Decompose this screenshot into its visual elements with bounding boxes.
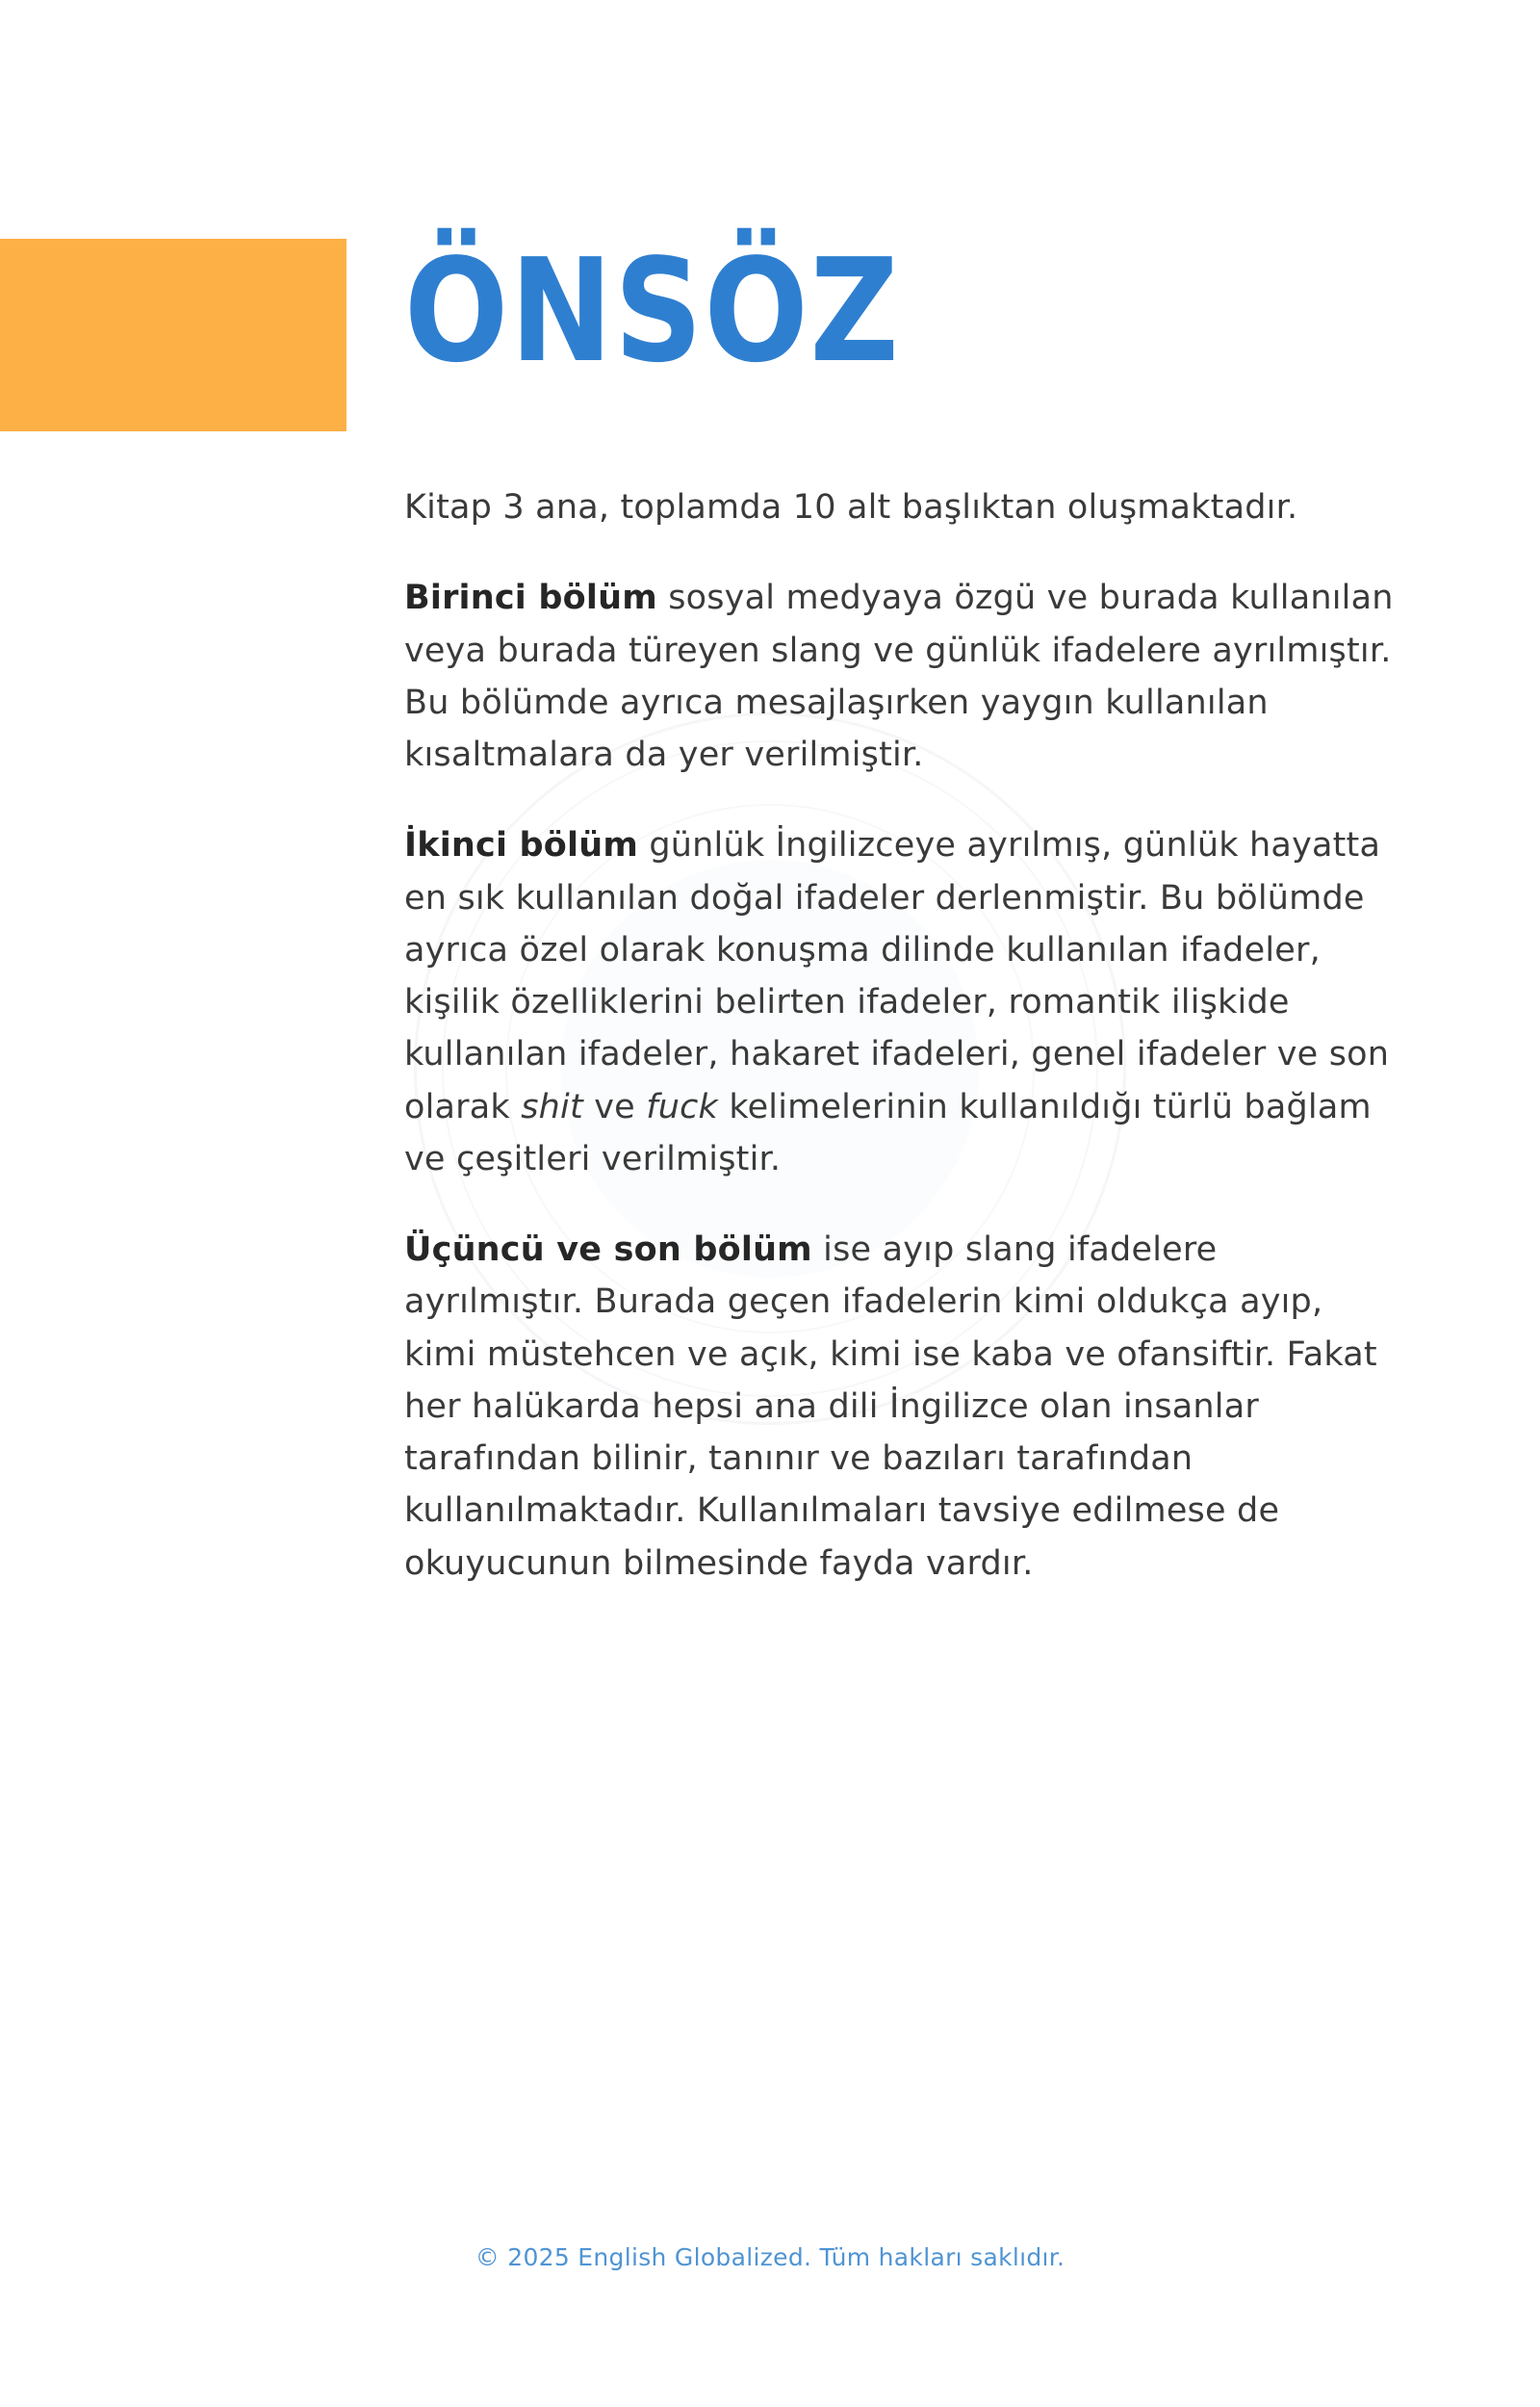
paragraph-text: Kitap 3 ana, toplamda 10 alt başlıktan oluşmaktadır. <box>404 488 1298 527</box>
paragraph-emphasis: İkinci bölüm <box>404 826 639 866</box>
paragraph-intro <box>404 481 1396 533</box>
paragraph-birinci-bolum <box>404 572 1396 781</box>
page-title: ÖNSÖZ <box>404 228 901 395</box>
decorative-orange-block <box>0 239 346 431</box>
paragraph-text: ise ayıp slang ifadelere ayrılmıştır. Burada geçen ifadelerin kimi oldukça ayıp, kimi müstehcen ve açık, kimi ise kaba ve ofansiftir. Fakat her halükarda hepsi ana dili İngilizce olan insanlar tarafından bilinir, tanınır ve bazıları tarafından kullanılmaktadır. Kullanılmaları tavsiye edilmese de okuyucunun bilmesinde fayda vardır. <box>404 1230 1377 1583</box>
paragraph-italic-term: shit <box>521 1087 583 1126</box>
footer-copyright: © 2025 English Globalized. Tüm hakları saklıdır. <box>475 2243 1065 2271</box>
paragraph-emphasis: Üçüncü ve son bölüm <box>404 1230 812 1269</box>
paragraph-emphasis: Birinci bölüm <box>404 579 657 618</box>
paragraph-ikinci-bolum <box>404 819 1396 1185</box>
paragraph-text: günlük İngilizceye ayrılmış, günlük hayatta en sık kullanılan doğal ifadeler derlenmiştir. Bu bölümde ayrıca özel olarak konuşma dilinde kullanılan ifadeler, kişilik özelliklerini belirten ifadeler, romantik ilişkide kullanılan ifadeler, hakaret ifadeleri, genel ifadeler ve son olarak <box>404 826 1390 1126</box>
paragraph-text: ve <box>582 1087 647 1126</box>
paragraph-text: kelimelerinin kullanıldığı türlü bağlam ve çeşitleri verilmiştir. <box>404 1087 1372 1178</box>
paragraph-text: sosyal medyaya özgü ve burada kullanılan veya burada türeyen slang ve günlük ifadelere ayrılmıştır. Bu bölümde ayrıca mesajlaşırken yaygın kullanılan kısaltmalara da yer verilmiştir. <box>404 579 1394 774</box>
preface-body <box>404 481 1396 1590</box>
paragraph-italic-term: fuck <box>646 1087 719 1126</box>
paragraph-ucuncu-bolum <box>404 1224 1396 1590</box>
